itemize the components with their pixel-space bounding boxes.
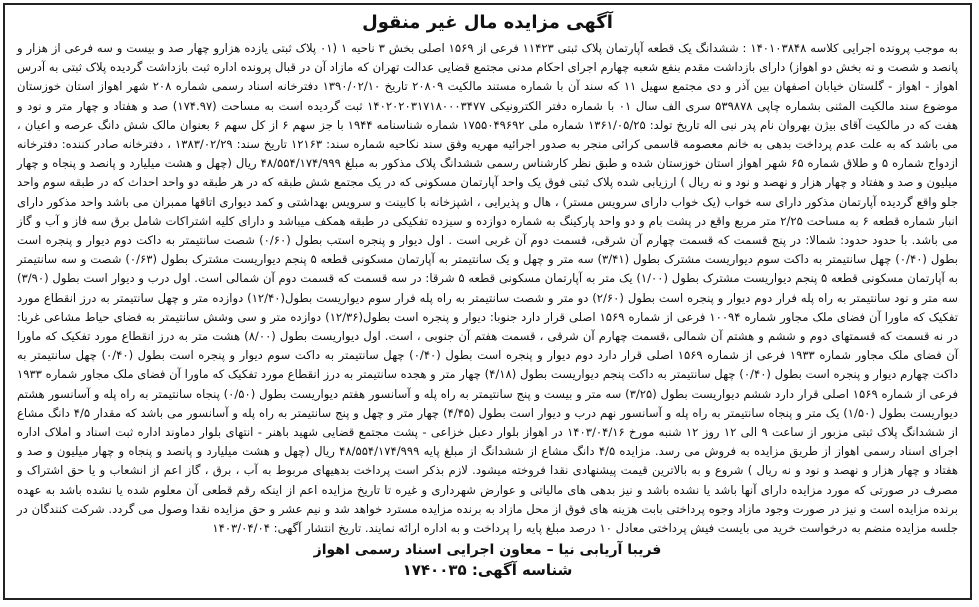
notice-title: آگهی مزایده مال غیر منقول [362,12,613,33]
signature: فریبا آریابی نیا – معاون اجرایی اسناد رسمی اهواز [313,542,662,559]
notice-id: شناسه آگهی: ۱۷۴۰۰۳۵ [402,561,573,580]
notice-body: به موجب پرونده اجرایی کلاسه ۱۴۰۱۰۳۸۴۸ : ششدانگ یک قطعه آپارتمان پلاک ثبتی ۱۱۴۲۳ فرعی از ۱۵۶۹ اصلی بخش ۳ ناحیه ۱ (۰۱ پلاک ثبتی یازده هزارو چهار صد و بیست و سه فرعی از هزار و پانصد و شصت و نه بخش دو اهواز) دارای بازداشت مقدم بنفع شعبه چهارم اجرای احکام مدنی مجتمع قضایی عدالت تهران که مازاد آن در قبال پرونده اداره ثبت بازداشت گردیده پلاک ثبتی به آدرس اهواز - اهواز - گلستان خیابان اصفهان بین آذر و دی مجتمع سهیل ۱۱ که سند آن با شماره مستند مالکیت ۲۰۸۰۹ تاریخ ۱۳۹۰/۰۲/۱۰ دفترخانه اسناد رسمی شماره ۲۰۸ شهر اهواز استان خوزستان موضوع سند مالکیت المثنی بشماره چاپی ۵۳۹۸۷۸ سری الف سال ۰۱ با شماره دفتر الکترونیکی ۱۴۰۲۰۲۰۳۱۷۱۸۰۰۰۳۴۷۷ ثبت گردیده است به مساحت (۱۷۴.۹۷) صد و هفتاد و چهار متر و نود و هفت که در مالکیت آقای بیژن بهروان نام پدر نبی اله تاریخ تولد: ۱۳۶۱/۰۵/۲۵ شماره ملی ۱۷۵۵۰۴۹۶۹۲ شماره شناسنامه ۱۹۴۴ با جز سهم ۶ از کل سهم ۶ بعنوان مالک شش دانگ عرصه و اعیان ، می باشد که به علت عدم پرداخت بدهی به خانم معصومه قاسمی کرائی منجر به صدور اجرائیه مهریه وفق سند نکاحیه شماره سند: ۱۲۱۶۳ تاریخ سند: ۱۳۸۳/۰۲/۲۹ ، دفترخانه صادر کننده: دفترخانه ازدواج شماره ۵ و طلاق شماره ۶۵ شهر اهواز استان خوزستان شده و طبق نظر کارشناس رسمی ششدانگ پلاک مذکور به مبلغ ۴۸/۵۵۴/۱۷۴/۹۹۹ ریال (چهل و هشت میلیارد و پانصد و پنجاه و چهار میلیون و صد و هفتاد و چهار هزار و نهصد و نود و نه ریال ) ارزیابی شده پلاک ثبتی فوق یک واحد آپارتمان مسکونی که در یک مجتمع شش طبقه که در هر طبقه دو واحد احداث که در طبقه سوم واحد جلو واقع گردیده آپارتمان مذکور دارای سه خواب (یک خواب دارای سرویس مستر) ، هال و پذیرایی ، اشپزخانه با کابینت و سرویس بهداشتی و کمد دیواری اتاقها ممبران می باشد واحد مذکور دارای انبار شماره قطعه ۶ به مساحت ۲/۲۵ متر مربع واقع در پشت بام و دو واحد پارکینگ به شماره دوازده و سیزده تفکیکی در طبقه همکف میباشد و دارای کلیه اشتراکات شامل برق سه فاز و آب و گاز می باشد. با حدود حدود: شمالا: در پنج قسمت که قسمت چهارم آن شرقی، قسمت دوم آن غربی است . اول دیوار و پنجره استب بطول (۰/۶۰) شصت سانتیمتر به داکت دوم دیوار و پنجره است بطول (۰/۴۰) چهل سانتیمتر به داکت سوم دیواریست مشترک بطول (۳/۴۱) سه متر و چهل و یک سانتیمتر به آپارتمان مسکونی قطعه ۵ پنجم دیواریست مشترک بطول (۰/۶۳) شصت و سه سانتیمتر به آپارتمان مسکونی قطعه ۵ پنجم دیواریست مشترک بطول (۱/۰۰) یک متر به آپارتمان مسکونی قطعه ۵ شرقا: در سه قسمت که قسمت دوم آن شمالی است. اول درب و دیوار است بطول (۳/۹۰) سه متر و نود سانتیمتر به راه پله فرار دوم دیوار و پنجره است بطول (۲/۶۰) دو متر و شصت سانتیمتر به راه پله فرار سوم دیواریست بطول(۱۲/۴۰) دوازده متر و چهل سانتیمتر به درز انقطاع مورد تفکیک که ماورا آن فضای ملک مجاور شماره ۱۰۰۹۴ فرعی از شماره ۱۵۶۹ اصلی قرار دارد جنوبا: دیوار و پنجره است بطول(۱۲/۳۶) دوازده متر و سی وشش سانتیمتر به فضای حیاط مشاعی غربا: در نه قسمت که قسمتهای دوم و ششم و هشتم آن شمالی ،قسمت چهارم آن شرقی ، قسمت هفتم آن جنوبی ، است. اول دیواریست بطول (۸/۰۰) هشت متر به درز انقطاع مورد تفکیک که ماورا آن فضای ملک مجاور شماره ۱۹۳۳ فرعی از شماره ۱۵۶۹ اصلی قرار دارد دوم دیوار و پنجره است بطول (۰/۴۰) چهل سانتیمتر به داکت سوم دیوار و پنجره است بطول (۰/۴۰) چهل سانتیمتر به داکت چهارم دیوار و پنجره است بطول (۰/۴۰) چهل سانتیمتر به داکت پنجم دیواریست بطول (۴/۱۸) چهار متر و هجده سانتیمتر به درز انقطاع مورد تفکیک که ماورا آن فضای ملک مجاور شماره ۱۹۳۳ فرعی از شماره ۱۵۶۹ اصلی قرار دارد ششم دیواریست بطول (۳/۲۵) سه متر و بیست و پنج سانتیمتر به راه پله و آسانسور هفتم دیواریست بطول (۰/۵۰) پنجاه سانتیمتر به راه پله و آسانسور هشتم دیواریست بطول (۱/۵۰) یک متر و پنجاه سانتیمتر به راه پله و آسانسور نهم درب و دیوار است بطول (۴/۴۵) چهار متر و چهل و پنج سانتیمتر به راه پله و آسانسور می باشد که مقدار ۴/۵ دانگ مشاع از ششدانگ پلاک ثبتی مزبور از ساعت ۹ الی ۱۲ روز ۱۲ شنبه مورخ ۱۴۰۳/۰۴/۱۶ در اهواز بلوار دعبل خزاعی - پشت مجتمع قضایی شهید باهنر - انتهای بلوار دماوند اداره ثبت اسناد و املاک اداره اجرای اسناد رسمی اهواز از طریق مزایده به فروش می رسد. مزایده ۴/۵ دانگ مشاع از ششدانگ از مبلغ پایه ۴۸/۵۵۴/۱۷۴/۹۹۹ ریال (چهل و هشت میلیارد و پانصد و پنجاه و چهار میلیون و صد و هفتاد و چهار هزار و نهصد و نود و نه ریال ) شروع و به بالاترین قیمت پیشنهادی نقدا فروخته میشود. لازم بذکر است پرداخت بدهیهای مربوط به آب ، برق ، گاز اعم از انشعاب و یا حق اشتراک و مصرف در صورتی که مورد مزایده دارای آنها باشد یا نشده باشد و نیز بدهی های مالیاتی و عوارض شهرداری و غیره تا تاریخ مزایده اعم از اینکه رقم قطعی آن معلوم شده یا نشده باشد به عهده برنده مزایده است و نیز در صورت وجود مازاد وجوه پرداختی بابت هزینه های فوق از محل مازاد به برنده مزایده مسترد خواهد شد و نیم عشر و حق مزایده نقدا وصول می گردد. شرکت کنندگان در جلسه مزایده منضم به درخواست خرید می بایست فیش پرداختی معادل ۱۰ درصد مبلغ پایه را پرداخت و به اداره ارائه نمایند. تاریخ انتشار آگهی: ۱۴۰۳/۰۴/۰۴ [17,41,959,536]
notice-frame [3,3,972,600]
